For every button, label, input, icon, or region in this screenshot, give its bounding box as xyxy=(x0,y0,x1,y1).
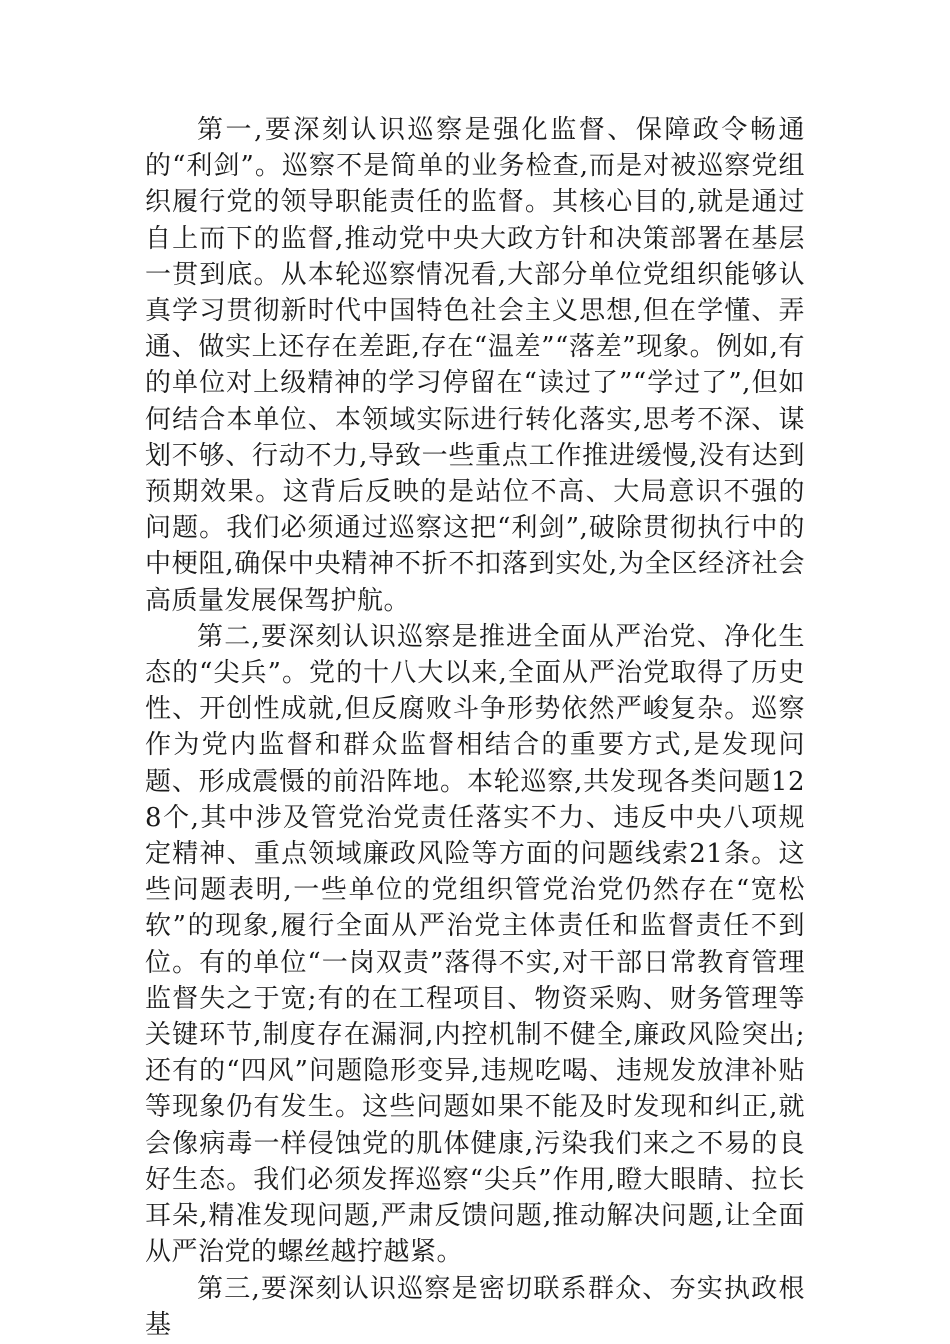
paragraph-3: 第三,要深刻认识巡察是密切联系群众、夯实执政根基 xyxy=(145,1273,805,1340)
paragraph-1: 第一,要深刻认识巡察是强化监督、保障政令畅通的“利剑”。巡察不是简单的业务检查,而是对被巡察党组织履行党的领导职能责任的监督。其核心目的,就是通过自上而下的监督,推动党中央大政方针和决策部署在基层一贯到底。从本轮巡察情况看,大部分单位党组织能够认真学习贯彻新时代中国特色社会主义思想,但在学懂、弄通、做实上还存在差距,存在“温差”“落差”现象。例如,有的单位对上级精神的学习停留在“读过了”“学过了”,但如何结合本单位、本领域实际进行转化落实,思考不深、谋划不够、行动不力,导致一些重点工作推进缓慢,没有达到预期效果。这背后反映的是站位不高、大局意识不强的问题。我们必须通过巡察这把“利剑”,破除贯彻执行中的中梗阻,确保中央精神不折不扣落到实处,为全区经济社会高质量发展保驾护航。 xyxy=(145,115,805,616)
document-body xyxy=(145,112,805,1343)
paragraph-2: 第二,要深刻认识巡察是推进全面从严治党、净化生态的“尖兵”。党的十八大以来,全面从严治党取得了历史性、开创性成就,但反腐败斗争形势依然严峻复杂。巡察作为党内监督和群众监督相结合的重要方式,是发现问题、形成震慑的前沿阵地。本轮巡察,共发现各类问题128个,其中涉及管党治党责任落实不力、违反中央八项规定精神、重点领域廉政风险等方面的问题线索21条。这些问题表明,一些单位的党组织管党治党仍然存在“宽松软”的现象,履行全面从严治党主体责任和监督责任不到位。有的单位“一岗双责”落得不实,对干部日常教育管理监督失之于宽;有的在工程项目、物资采购、财务管理等关键环节,制度存在漏洞,内控机制不健全,廉政风险突出;还有的“四风”问题隐形变异,违规吃喝、违规发放津补贴等现象仍有发生。这些问题如果不能及时发现和纠正,就会像病毒一样侵蚀党的肌体健康,污染我们来之不易的良好生态。我们必须发挥巡察“尖兵”作用,瞪大眼睛、拉长耳朵,精准发现问题,严肃反馈问题,推动解决问题,让全面从严治党的螺丝越拧越紧。 xyxy=(145,621,805,1268)
